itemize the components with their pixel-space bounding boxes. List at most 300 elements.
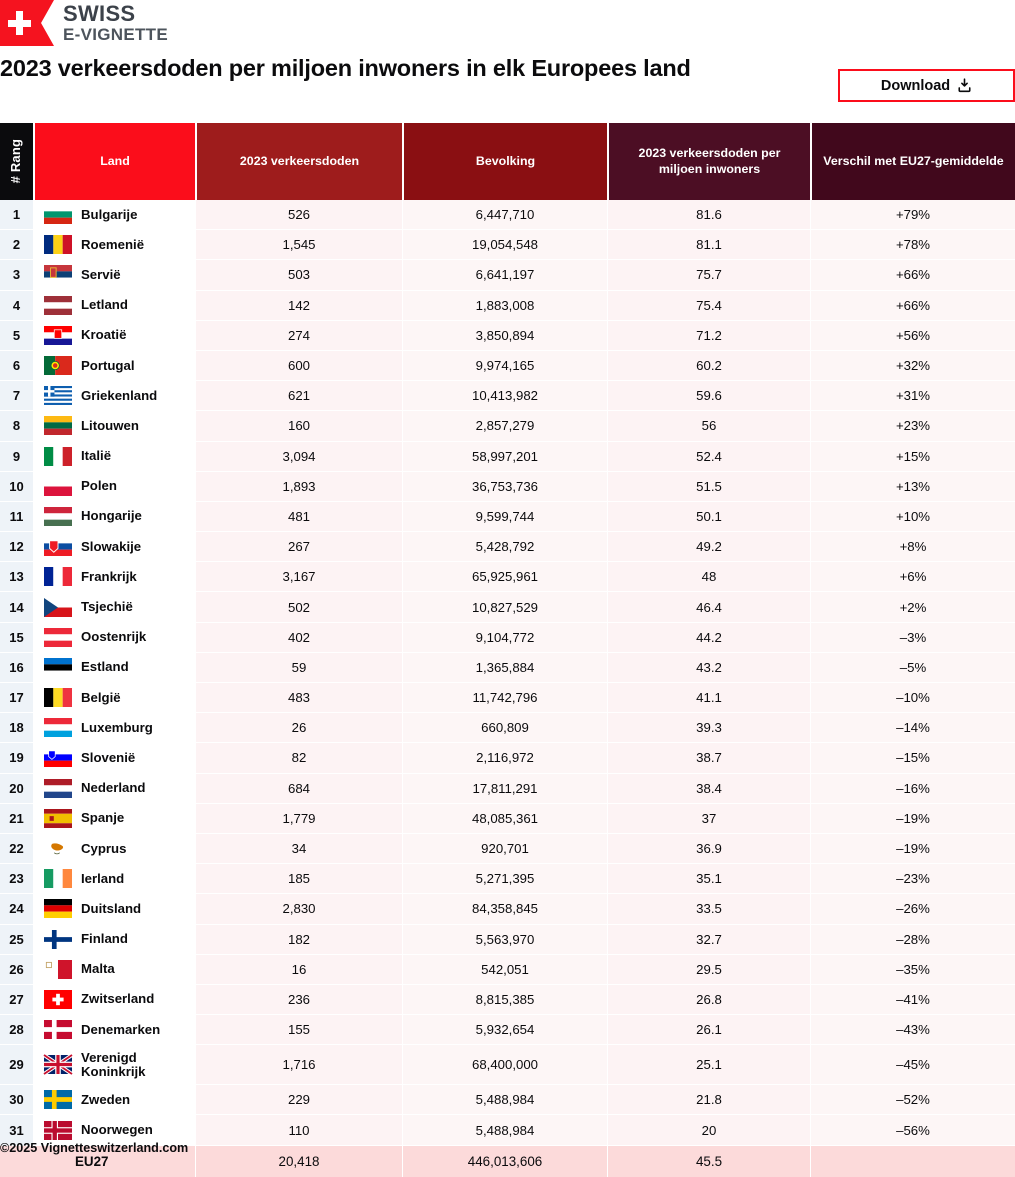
spain-flag-icon (44, 809, 72, 828)
row-per-million: 48 (607, 562, 810, 591)
czechia-flag-icon (44, 598, 72, 617)
row-per-million: 35.1 (607, 864, 810, 893)
brand-logo (0, 0, 168, 46)
netherlands-flag-icon (44, 779, 72, 798)
row-country-label: Litouwen (81, 417, 139, 433)
table-row (0, 291, 1015, 321)
row-per-million: 50.1 (607, 502, 810, 531)
row-deaths: 600 (195, 351, 402, 380)
row-country-label: Tsjechië (81, 599, 133, 615)
row-diff: –23% (810, 864, 1015, 893)
row-per-million: 39.3 (607, 713, 810, 742)
row-country-label: Spanje (81, 810, 125, 826)
row-population: 542,051 (402, 955, 607, 984)
row-population: 68,400,000 (402, 1045, 607, 1084)
sweden-flag-icon (44, 1090, 72, 1109)
total-diff (810, 1146, 1015, 1177)
row-rank: 1 (0, 200, 33, 229)
row-rank: 4 (0, 291, 33, 320)
row-country (33, 653, 195, 682)
row-country (33, 532, 195, 561)
row-per-million: 38.7 (607, 743, 810, 772)
download-button-label: Download (880, 77, 951, 94)
row-per-million: 36.9 (607, 834, 810, 863)
row-country-label: Kroatië (81, 327, 127, 343)
row-population: 11,742,796 (402, 683, 607, 712)
row-rank: 25 (0, 925, 33, 954)
row-diff: –28% (810, 925, 1015, 954)
row-country-label: Griekenland (81, 387, 158, 403)
row-deaths: 110 (195, 1115, 402, 1144)
row-per-million: 81.1 (607, 230, 810, 259)
row-population: 3,850,894 (402, 321, 607, 350)
row-deaths: 26 (195, 713, 402, 742)
row-deaths: 1,893 (195, 472, 402, 501)
row-population: 9,974,165 (402, 351, 607, 380)
traffic-deaths-table (0, 123, 1015, 1177)
row-population: 2,116,972 (402, 743, 607, 772)
row-rank: 11 (0, 502, 33, 531)
belgium-flag-icon (44, 688, 72, 707)
portugal-flag-icon (44, 356, 72, 375)
page-title: 2023 verkeersdoden per miljoen inwoners in elk Europees land (0, 55, 691, 81)
row-population: 5,488,984 (402, 1085, 607, 1114)
row-country-label: Italië (81, 448, 112, 464)
row-country (33, 321, 195, 350)
row-diff: –3% (810, 623, 1015, 652)
row-deaths: 526 (195, 200, 402, 229)
norway-flag-icon (44, 1121, 72, 1140)
row-diff: +66% (810, 291, 1015, 320)
slovenia-flag-icon (44, 748, 72, 767)
swiss-cross-flag-icon (0, 0, 54, 46)
table-row (0, 442, 1015, 472)
row-population: 5,488,984 (402, 1115, 607, 1144)
row-country (33, 562, 195, 591)
row-per-million: 33.5 (607, 894, 810, 923)
row-per-million: 71.2 (607, 321, 810, 350)
row-diff: –19% (810, 804, 1015, 833)
row-deaths: 182 (195, 925, 402, 954)
row-population: 5,428,792 (402, 532, 607, 561)
row-deaths: 402 (195, 623, 402, 652)
row-rank: 27 (0, 985, 33, 1014)
row-country-label: Cyprus (81, 840, 127, 856)
row-population: 5,932,654 (402, 1015, 607, 1044)
row-diff: +78% (810, 230, 1015, 259)
row-diff: –14% (810, 713, 1015, 742)
serbia-flag-icon (44, 265, 72, 284)
row-per-million: 52.4 (607, 442, 810, 471)
row-per-million: 37 (607, 804, 810, 833)
row-deaths: 16 (195, 955, 402, 984)
brand-wordmark (63, 3, 168, 43)
row-country-label: Ierland (81, 870, 125, 886)
slovakia-flag-icon (44, 537, 72, 556)
row-rank: 16 (0, 653, 33, 682)
row-diff: –16% (810, 774, 1015, 803)
table-row (0, 894, 1015, 924)
row-country-label: Letland (81, 297, 128, 313)
row-deaths: 59 (195, 653, 402, 682)
row-per-million: 26.8 (607, 985, 810, 1014)
table-row (0, 743, 1015, 773)
row-diff: +66% (810, 260, 1015, 289)
column-header-population[interactable]: Bevolking (402, 123, 607, 200)
row-rank: 22 (0, 834, 33, 863)
row-country (33, 683, 195, 712)
row-population: 65,925,961 (402, 562, 607, 591)
column-header-rank-label: # Rang (8, 139, 24, 184)
finland-flag-icon (44, 930, 72, 949)
row-population: 660,809 (402, 713, 607, 742)
row-country-label: Estland (81, 659, 129, 675)
row-per-million: 25.1 (607, 1045, 810, 1084)
austria-flag-icon (44, 628, 72, 647)
row-country-label: Duitsland (81, 900, 142, 916)
table-row (0, 502, 1015, 532)
row-per-million: 75.4 (607, 291, 810, 320)
united-kingdom-flag-icon (44, 1055, 72, 1074)
brand-line-1: SWISS (63, 1, 136, 27)
row-rank: 20 (0, 774, 33, 803)
row-country (33, 925, 195, 954)
switzerland-flag-icon (44, 990, 72, 1009)
row-country-label: Zwitserland (81, 991, 155, 1007)
row-per-million: 38.4 (607, 774, 810, 803)
column-header-deaths[interactable]: 2023 verkeersdoden (195, 123, 402, 200)
row-rank: 29 (0, 1045, 33, 1084)
row-per-million: 21.8 (607, 1085, 810, 1114)
lithuania-flag-icon (44, 416, 72, 435)
row-country-label: Luxemburg (81, 719, 153, 735)
row-country (33, 592, 195, 621)
row-population: 2,857,279 (402, 411, 607, 440)
table-row (0, 683, 1015, 713)
row-deaths: 34 (195, 834, 402, 863)
row-deaths: 82 (195, 743, 402, 772)
table-row (0, 200, 1015, 230)
row-country (33, 804, 195, 833)
total-per-million: 45.5 (607, 1146, 810, 1177)
table-body (0, 200, 1015, 1146)
row-rank: 2 (0, 230, 33, 259)
table-row (0, 351, 1015, 381)
malta-flag-icon (44, 960, 72, 979)
row-per-million: 56 (607, 411, 810, 440)
row-diff: –45% (810, 1045, 1015, 1084)
row-country (33, 864, 195, 893)
row-country (33, 291, 195, 320)
row-rank: 5 (0, 321, 33, 350)
row-deaths: 3,167 (195, 562, 402, 591)
row-diff: +10% (810, 502, 1015, 531)
row-diff: –41% (810, 985, 1015, 1014)
row-per-million: 60.2 (607, 351, 810, 380)
estonia-flag-icon (44, 658, 72, 677)
download-button[interactable] (838, 69, 1015, 102)
row-diff: –15% (810, 743, 1015, 772)
column-header-per-million[interactable]: 2023 verkeersdoden per miljoen inwoners (607, 123, 810, 200)
row-per-million: 29.5 (607, 955, 810, 984)
row-diff: +56% (810, 321, 1015, 350)
row-population: 6,447,710 (402, 200, 607, 229)
column-header-diff[interactable]: Verschil met EU27-gemiddelde (810, 123, 1015, 200)
row-diff: +8% (810, 532, 1015, 561)
row-per-million: 44.2 (607, 623, 810, 652)
row-deaths: 1,545 (195, 230, 402, 259)
row-deaths: 621 (195, 381, 402, 410)
row-rank: 15 (0, 623, 33, 652)
row-country-label: Zweden (81, 1091, 131, 1107)
row-rank: 21 (0, 804, 33, 833)
greece-flag-icon (44, 386, 72, 405)
croatia-flag-icon (44, 326, 72, 345)
row-diff: –43% (810, 1015, 1015, 1044)
row-rank: 14 (0, 592, 33, 621)
row-rank: 28 (0, 1015, 33, 1044)
row-country-label: Hongarije (81, 508, 142, 524)
row-deaths: 229 (195, 1085, 402, 1114)
total-label: EU27 (33, 1146, 195, 1177)
row-country (33, 230, 195, 259)
row-population: 1,365,884 (402, 653, 607, 682)
footer-copyright: ©2025 Vignetteswitzerland.com (0, 1141, 189, 1155)
ireland-flag-icon (44, 869, 72, 888)
row-country-label: Nederland (81, 780, 146, 796)
row-country-label: Slovenië (81, 749, 136, 765)
row-rank: 3 (0, 260, 33, 289)
row-rank: 26 (0, 955, 33, 984)
table-row (0, 774, 1015, 804)
row-deaths: 483 (195, 683, 402, 712)
hungary-flag-icon (44, 507, 72, 526)
row-population: 5,271,395 (402, 864, 607, 893)
row-per-million: 26.1 (607, 1015, 810, 1044)
row-country (33, 1045, 195, 1084)
row-deaths: 155 (195, 1015, 402, 1044)
row-country (33, 502, 195, 531)
row-country-label: Finland (81, 931, 128, 947)
row-population: 920,701 (402, 834, 607, 863)
row-population: 8,815,385 (402, 985, 607, 1014)
germany-flag-icon (44, 899, 72, 918)
row-rank: 12 (0, 532, 33, 561)
table-row (0, 1015, 1015, 1045)
row-country-label: Portugal (81, 357, 135, 373)
row-country (33, 411, 195, 440)
table-row (0, 562, 1015, 592)
table-header (0, 123, 1015, 200)
row-deaths: 1,716 (195, 1045, 402, 1084)
row-rank: 13 (0, 562, 33, 591)
table-row (0, 592, 1015, 622)
row-per-million: 46.4 (607, 592, 810, 621)
row-rank: 24 (0, 894, 33, 923)
row-diff: –35% (810, 955, 1015, 984)
row-deaths: 236 (195, 985, 402, 1014)
row-rank: 17 (0, 683, 33, 712)
table-row (0, 985, 1015, 1015)
row-rank: 31 (0, 1115, 33, 1144)
row-population: 9,599,744 (402, 502, 607, 531)
row-country (33, 955, 195, 984)
row-population: 9,104,772 (402, 623, 607, 652)
row-population: 48,085,361 (402, 804, 607, 833)
row-rank: 23 (0, 864, 33, 893)
denmark-flag-icon (44, 1020, 72, 1039)
row-country-label: Polen (81, 478, 117, 494)
row-country-label: Verenigd Koninkrijk (81, 1049, 146, 1079)
table-row (0, 713, 1015, 743)
row-deaths: 185 (195, 864, 402, 893)
row-per-million: 41.1 (607, 683, 810, 712)
row-rank: 18 (0, 713, 33, 742)
row-country (33, 260, 195, 289)
row-deaths: 2,830 (195, 894, 402, 923)
row-rank: 19 (0, 743, 33, 772)
row-population: 10,827,529 (402, 592, 607, 621)
row-diff: +2% (810, 592, 1015, 621)
brand-line-2: E-VIGNETTE (63, 24, 169, 44)
row-country (33, 1085, 195, 1114)
row-diff: +79% (810, 200, 1015, 229)
table-row (0, 623, 1015, 653)
row-rank: 6 (0, 351, 33, 380)
row-country (33, 1015, 195, 1044)
cyprus-flag-icon (44, 839, 72, 858)
column-header-land[interactable]: Land (33, 123, 195, 200)
table-row (0, 472, 1015, 502)
row-country-label: Servië (81, 266, 121, 282)
row-country (33, 623, 195, 652)
row-country-label: Roemenië (81, 236, 145, 252)
row-diff: +15% (810, 442, 1015, 471)
row-diff: +23% (810, 411, 1015, 440)
italy-flag-icon (44, 447, 72, 466)
table-row (0, 230, 1015, 260)
row-per-million: 75.7 (607, 260, 810, 289)
table-row (0, 653, 1015, 683)
row-per-million: 59.6 (607, 381, 810, 410)
row-country (33, 472, 195, 501)
row-rank: 8 (0, 411, 33, 440)
total-population: 446,013,606 (402, 1146, 607, 1177)
table-row (0, 381, 1015, 411)
row-diff: +13% (810, 472, 1015, 501)
latvia-flag-icon (44, 296, 72, 315)
table-row (0, 1045, 1015, 1085)
poland-flag-icon (44, 477, 72, 496)
row-deaths: 481 (195, 502, 402, 531)
row-country (33, 351, 195, 380)
row-country (33, 200, 195, 229)
row-country (33, 743, 195, 772)
row-deaths: 3,094 (195, 442, 402, 471)
row-deaths: 502 (195, 592, 402, 621)
row-deaths: 684 (195, 774, 402, 803)
table-row (0, 864, 1015, 894)
france-flag-icon (44, 567, 72, 586)
row-population: 1,883,008 (402, 291, 607, 320)
row-diff: –5% (810, 653, 1015, 682)
row-diff: –52% (810, 1085, 1015, 1114)
row-per-million: 20 (607, 1115, 810, 1144)
row-diff: +6% (810, 562, 1015, 591)
row-country (33, 442, 195, 471)
row-country-label: Frankrijk (81, 568, 137, 584)
row-country (33, 381, 195, 410)
row-diff: +31% (810, 381, 1015, 410)
row-country-label: Slowakije (81, 538, 142, 554)
row-country-label: Bulgarije (81, 206, 138, 222)
row-country-label: Malta (81, 961, 115, 977)
row-country-label: Noorwegen (81, 1122, 153, 1138)
row-country (33, 985, 195, 1014)
row-population: 84,358,845 (402, 894, 607, 923)
row-rank: 10 (0, 472, 33, 501)
row-population: 17,811,291 (402, 774, 607, 803)
table-row (0, 321, 1015, 351)
row-per-million: 51.5 (607, 472, 810, 501)
row-per-million: 49.2 (607, 532, 810, 561)
luxembourg-flag-icon (44, 718, 72, 737)
row-diff: –10% (810, 683, 1015, 712)
header-row (0, 123, 1015, 200)
table-row (0, 955, 1015, 985)
row-population: 5,563,970 (402, 925, 607, 954)
row-deaths: 142 (195, 291, 402, 320)
row-rank: 9 (0, 442, 33, 471)
row-country (33, 774, 195, 803)
romania-flag-icon (44, 235, 72, 254)
row-deaths: 267 (195, 532, 402, 561)
row-diff: –19% (810, 834, 1015, 863)
row-country-label: Oostenrijk (81, 629, 147, 645)
table-row (0, 411, 1015, 441)
table-row (0, 1085, 1015, 1115)
column-header-rank[interactable] (0, 123, 33, 200)
row-deaths: 274 (195, 321, 402, 350)
row-diff: –26% (810, 894, 1015, 923)
total-deaths: 20,418 (195, 1146, 402, 1177)
table-row (0, 834, 1015, 864)
table-row (0, 804, 1015, 834)
row-country-label: Denemarken (81, 1021, 161, 1037)
row-population: 6,641,197 (402, 260, 607, 289)
cross-horizontal-bar (8, 20, 31, 27)
row-population: 36,753,736 (402, 472, 607, 501)
row-country-label: België (81, 689, 121, 705)
row-population: 10,413,982 (402, 381, 607, 410)
row-country (33, 713, 195, 742)
bulgaria-flag-icon (44, 205, 72, 224)
table-row (0, 925, 1015, 955)
row-country (33, 894, 195, 923)
row-diff: +32% (810, 351, 1015, 380)
row-per-million: 32.7 (607, 925, 810, 954)
row-deaths: 503 (195, 260, 402, 289)
row-population: 19,054,548 (402, 230, 607, 259)
row-per-million: 43.2 (607, 653, 810, 682)
row-deaths: 1,779 (195, 804, 402, 833)
table-row (0, 260, 1015, 290)
row-diff: –56% (810, 1115, 1015, 1144)
row-country (33, 834, 195, 863)
row-per-million: 81.6 (607, 200, 810, 229)
row-deaths: 160 (195, 411, 402, 440)
table-row (0, 532, 1015, 562)
